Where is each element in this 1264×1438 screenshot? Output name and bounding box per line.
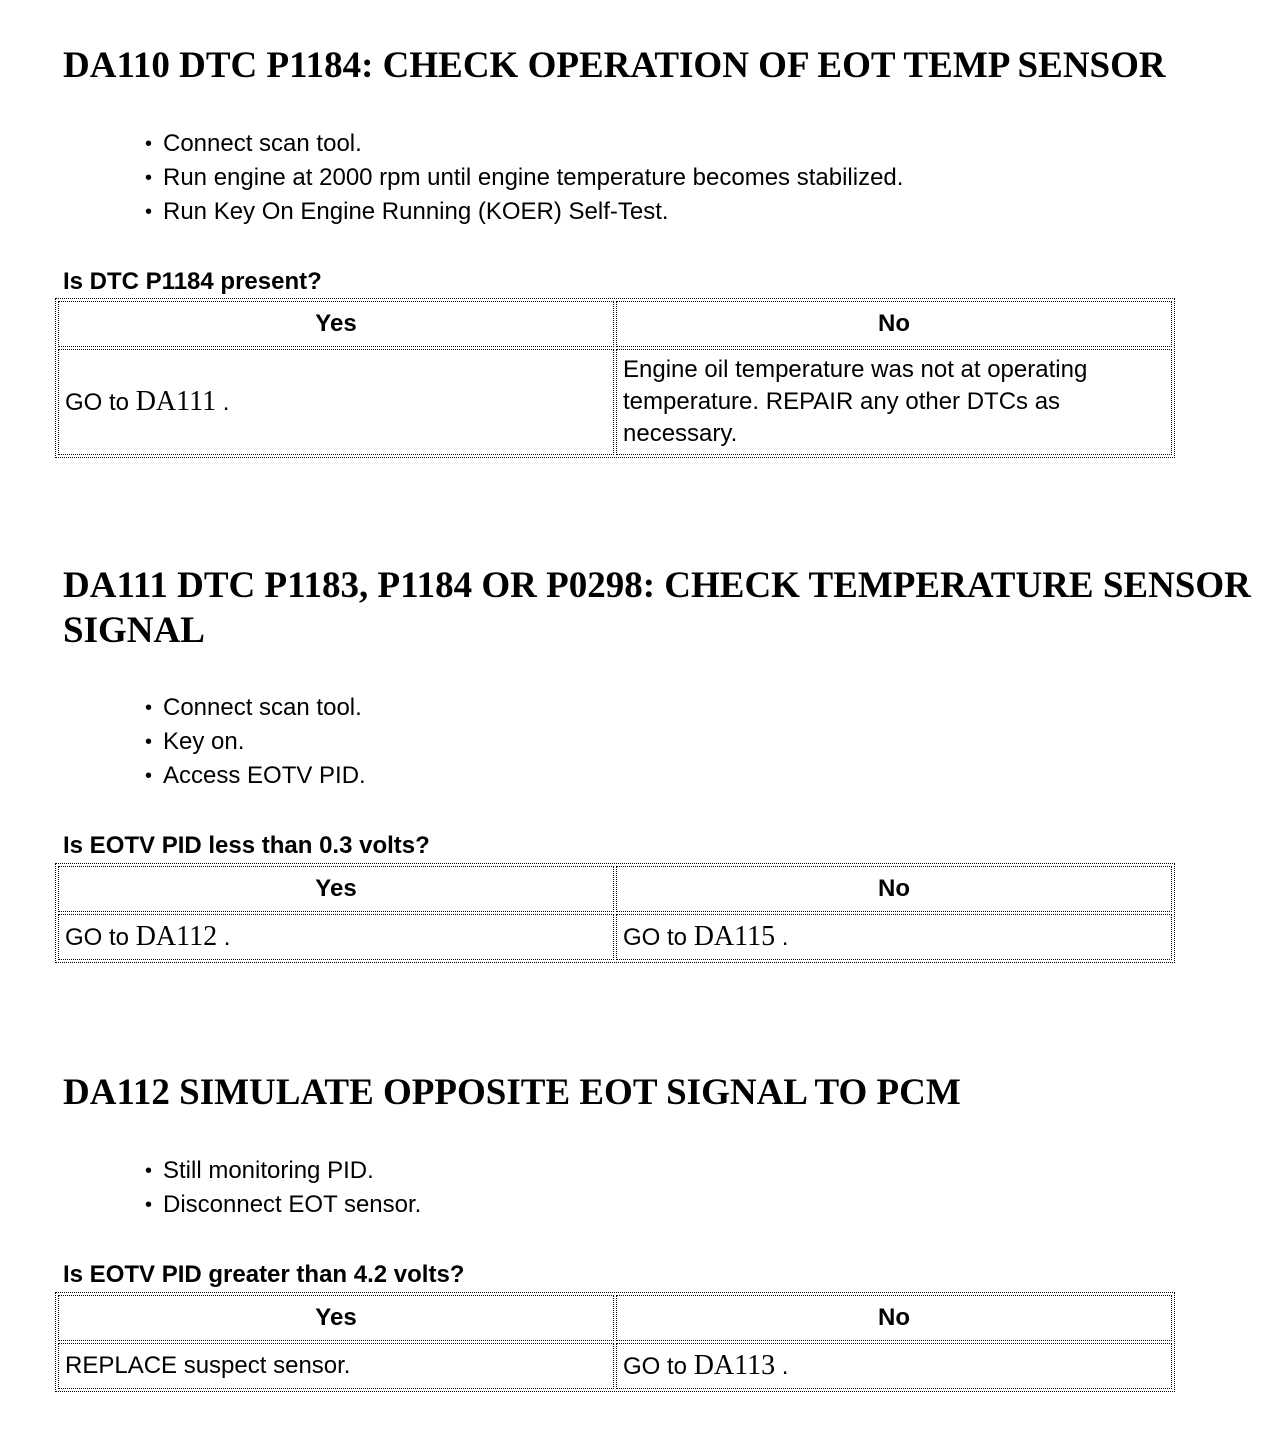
decision-table-da110 xyxy=(55,298,1175,458)
no-cell: GO to DA115 . xyxy=(616,914,1172,960)
bullet-icon: • xyxy=(145,167,153,189)
bullet-icon: • xyxy=(145,133,153,155)
bullet-icon: • xyxy=(145,1194,153,1216)
yes-header: Yes xyxy=(58,866,614,912)
list-item: • Run engine at 2000 rpm until engine temperature becomes stabilized. xyxy=(145,161,903,195)
bullet-icon: • xyxy=(145,731,153,753)
no-cell: GO to DA113 . xyxy=(616,1343,1172,1389)
question-da111: Is EOTV PID less than 0.3 volts? xyxy=(63,832,430,859)
question-da110: Is DTC P1184 present? xyxy=(63,268,322,295)
link-da113[interactable]: DA113 xyxy=(693,1349,776,1381)
list-item: • Run Key On Engine Running (KOER) Self-Test. xyxy=(145,195,903,229)
list-item: • Connect scan tool. xyxy=(145,691,366,725)
question-da112: Is EOTV PID greater than 4.2 volts? xyxy=(63,1261,465,1288)
list-item: • Still monitoring PID. xyxy=(145,1154,421,1188)
yes-header: Yes xyxy=(58,301,614,347)
step-list-da112 xyxy=(145,1154,421,1222)
link-da111[interactable]: DA111 xyxy=(135,385,217,417)
list-item: • Connect scan tool. xyxy=(145,127,903,161)
yes-cell: GO to DA111 . xyxy=(58,349,614,455)
list-item: • Key on. xyxy=(145,725,366,759)
yes-header: Yes xyxy=(58,1295,614,1341)
decision-table-da112 xyxy=(55,1292,1175,1392)
step-list-da110 xyxy=(145,127,903,229)
no-header: No xyxy=(616,1295,1172,1341)
link-da112[interactable]: DA112 xyxy=(135,920,218,952)
bullet-icon: • xyxy=(145,201,153,223)
bullet-icon: • xyxy=(145,697,153,719)
link-da115[interactable]: DA115 xyxy=(693,920,776,952)
list-item: • Access EOTV PID. xyxy=(145,759,366,793)
no-header: No xyxy=(616,301,1172,347)
yes-cell: REPLACE suspect sensor. xyxy=(58,1343,614,1389)
decision-table-da111 xyxy=(55,863,1175,963)
bullet-icon: • xyxy=(145,1160,153,1182)
list-item: • Disconnect EOT sensor. xyxy=(145,1188,421,1222)
step-title-da112: DA112 SIMULATE OPPOSITE EOT SIGNAL TO PCM xyxy=(63,1072,961,1113)
bullet-icon: • xyxy=(145,765,153,787)
step-list-da111 xyxy=(145,691,366,793)
step-title-da110: DA110 DTC P1184: CHECK OPERATION OF EOT TEMP SENSOR xyxy=(63,45,1166,86)
yes-cell: GO to DA112 . xyxy=(58,914,614,960)
step-title-da111: DA111 DTC P1183, P1184 OR P0298: CHECK TEMPERATURE SENSOR SIGNAL xyxy=(63,565,1251,651)
no-cell: Engine oil temperature was not at operating temperature. REPAIR any other DTCs as necessary. xyxy=(616,349,1172,455)
no-header: No xyxy=(616,866,1172,912)
